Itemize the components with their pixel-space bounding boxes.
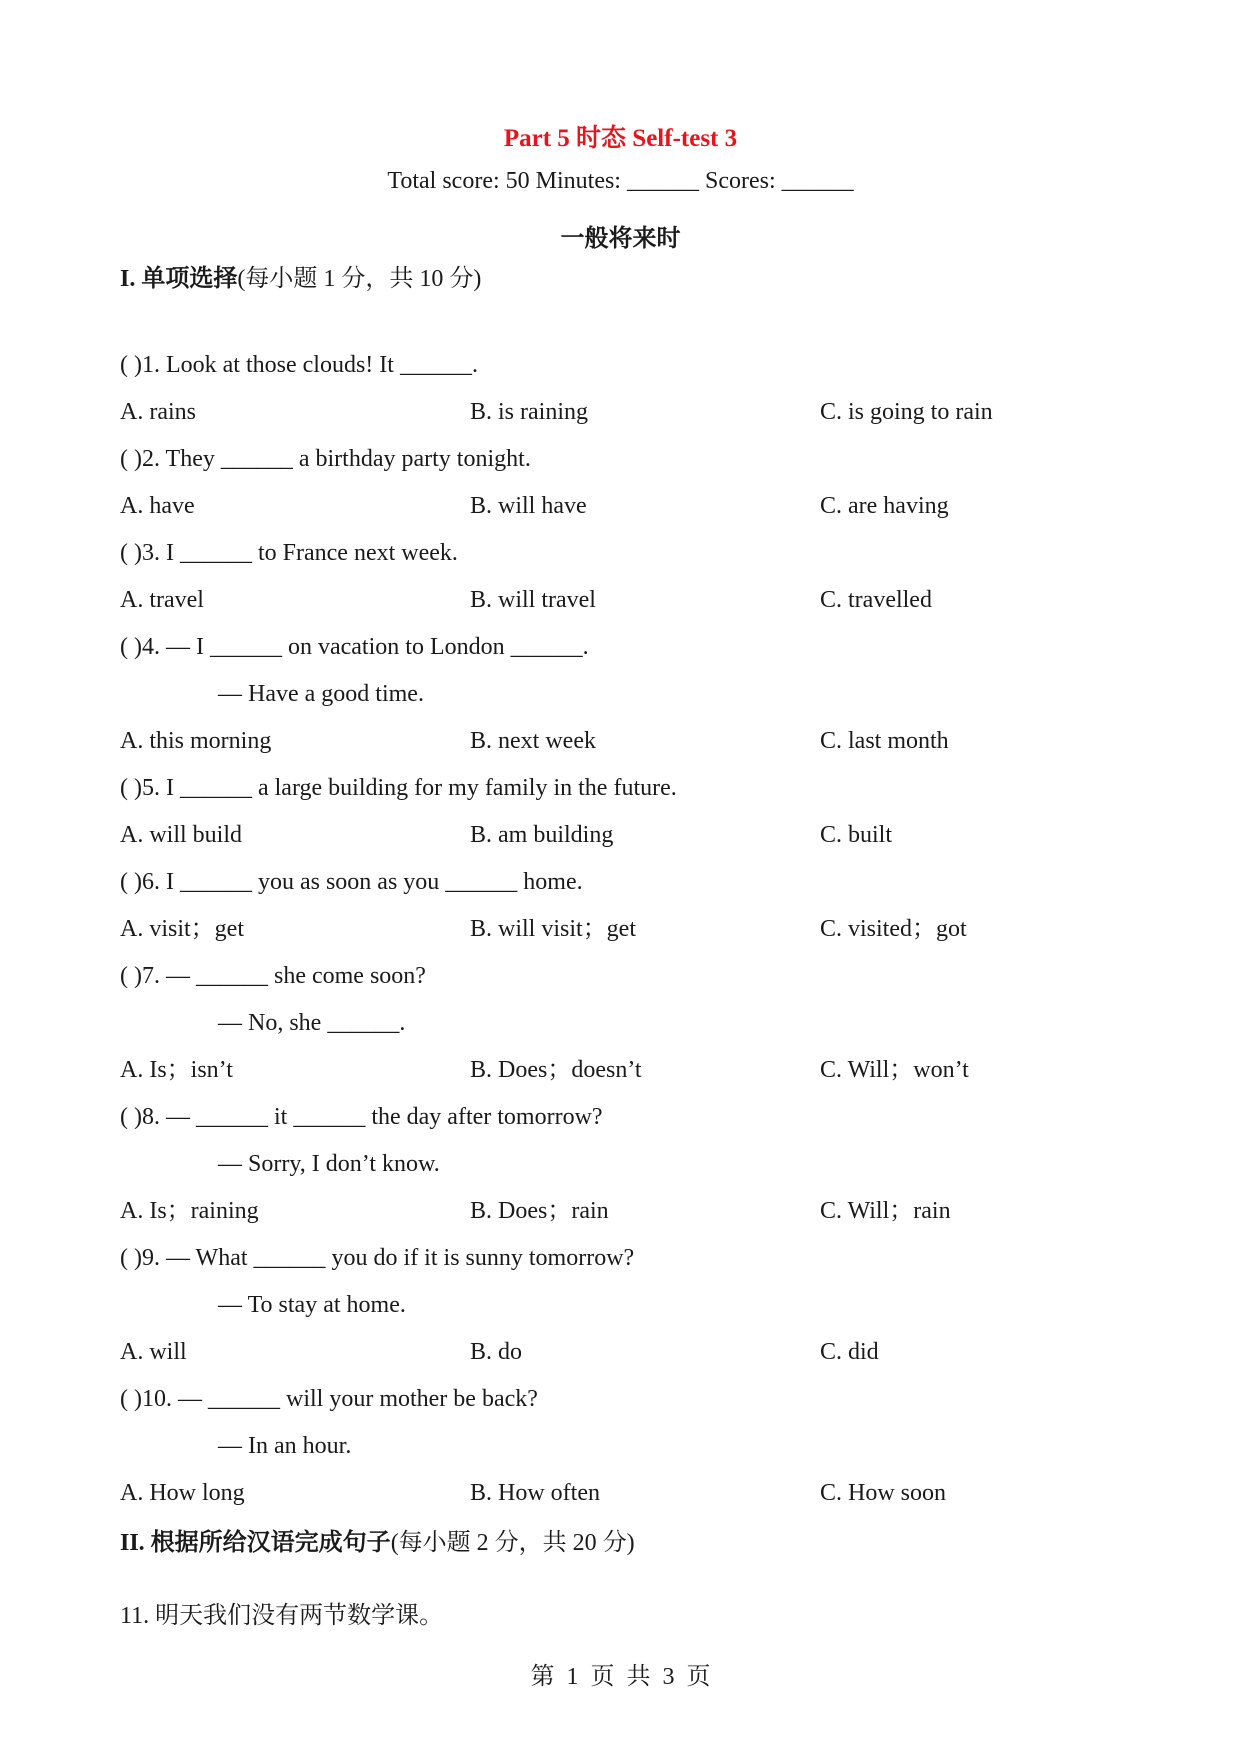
- option-b: B. am building: [470, 822, 614, 848]
- option-c: C. built: [820, 822, 893, 848]
- score-line: Total score: 50 Minutes: ______ Scores: ______: [387, 168, 854, 194]
- option-c: C. travelled: [820, 587, 932, 613]
- question-stem: [120, 624, 1120, 671]
- question-response-line: [120, 1000, 1120, 1047]
- options-row: [120, 718, 1120, 765]
- option-a: A. rains: [120, 399, 196, 425]
- options-row: [120, 1188, 1120, 1235]
- page-title: Part 5 时态 Self-test 3: [503, 125, 738, 152]
- option-c: C. Will；rain: [820, 1198, 951, 1224]
- question-response-line: [120, 1423, 1120, 1470]
- question-response-line: [120, 1141, 1120, 1188]
- question-text: ( )7. — ______ she come soon?: [120, 963, 426, 989]
- question-stem: [120, 765, 1120, 812]
- topic-subtitle: 一般将来时: [560, 226, 681, 252]
- options-row: [120, 1047, 1120, 1094]
- options-row: [120, 577, 1120, 624]
- section-2-heading: [120, 1522, 635, 1557]
- question-stem: [120, 436, 1120, 483]
- option-b: B. will visit；get: [470, 916, 637, 942]
- question-stem: [120, 859, 1120, 906]
- question-stem: [120, 530, 1120, 577]
- option-b: B. next week: [470, 728, 596, 754]
- question-stem: [120, 342, 1120, 389]
- options-row: [120, 1470, 1120, 1517]
- option-c: C. is going to rain: [820, 399, 993, 425]
- question-text: ( )3. I ______ to France next week.: [120, 540, 458, 566]
- question-text: ( )10. — ______ will your mother be back?: [120, 1386, 538, 1412]
- section-1-note: (每小题 1 分，共 10 分): [237, 266, 482, 292]
- option-a: A. How long: [120, 1480, 245, 1506]
- option-a: A. travel: [120, 587, 204, 613]
- option-c: C. How soon: [820, 1480, 947, 1506]
- section-1-heading: [120, 258, 481, 293]
- section-2-note: (每小题 2 分，共 20 分): [390, 1530, 635, 1556]
- options-row: [120, 389, 1120, 436]
- question-text: ( )9. — What ______ you do if it is sunny tomorrow?: [120, 1245, 635, 1271]
- option-b: B. Does；rain: [470, 1198, 609, 1224]
- option-b: B. Does；doesn’t: [470, 1057, 642, 1083]
- question-text: ( )2. They ______ a birthday party tonight.: [120, 446, 531, 472]
- question-text: ( )1. Look at those clouds! It ______.: [120, 352, 478, 378]
- question-stem: [120, 953, 1120, 1000]
- question-text: ( )5. I ______ a large building for my family in the future.: [120, 775, 677, 801]
- option-a: A. have: [120, 493, 195, 519]
- option-a: A. will build: [120, 822, 243, 848]
- question-response-line: [120, 1282, 1120, 1329]
- options-row: [120, 812, 1120, 859]
- option-c: C. are having: [820, 493, 949, 519]
- section-1-label: I. 单项选择: [120, 266, 238, 292]
- response-text: — No, she ______.: [218, 1010, 406, 1036]
- option-c: C. last month: [820, 728, 949, 754]
- option-a: A. Is；raining: [120, 1198, 259, 1224]
- option-c: C. Will；won’t: [820, 1057, 969, 1083]
- question-stem: [120, 1094, 1120, 1141]
- question-text: ( )4. — I ______ on vacation to London ______.: [120, 634, 589, 660]
- option-b: B. How often: [470, 1480, 600, 1506]
- section-2-label: II. 根据所给汉语完成句子: [120, 1530, 391, 1556]
- page-footer: 第 1 页 共 3 页: [530, 1664, 711, 1690]
- question-stem: [120, 1376, 1120, 1423]
- question-text: ( )8. — ______ it ______ the day after tomorrow?: [120, 1104, 603, 1130]
- options-row: [120, 483, 1120, 530]
- option-c: C. visited；got: [820, 916, 967, 942]
- question-text: ( )6. I ______ you as soon as you ______ home.: [120, 869, 583, 895]
- option-b: B. is raining: [470, 399, 588, 425]
- option-a: A. Is；isn’t: [120, 1057, 233, 1083]
- response-text: — Have a good time.: [218, 681, 424, 707]
- option-b: B. will travel: [470, 587, 596, 613]
- response-text: — Sorry, I don’t know.: [218, 1151, 440, 1177]
- options-row: [120, 906, 1120, 953]
- option-b: B. will have: [470, 493, 587, 519]
- option-b: B. do: [470, 1339, 523, 1365]
- option-a: A. this morning: [120, 728, 272, 754]
- question-11: 11. 明天我们没有两节数学课。: [120, 1603, 444, 1629]
- response-text: — To stay at home.: [218, 1292, 406, 1318]
- options-row: [120, 1329, 1120, 1376]
- question-response-line: [120, 671, 1120, 718]
- response-text: — In an hour.: [218, 1433, 352, 1459]
- question-list: [120, 342, 1120, 1517]
- option-c: C. did: [820, 1339, 879, 1365]
- option-a: A. will: [120, 1339, 187, 1365]
- option-a: A. visit；get: [120, 916, 244, 942]
- question-stem: [120, 1235, 1120, 1282]
